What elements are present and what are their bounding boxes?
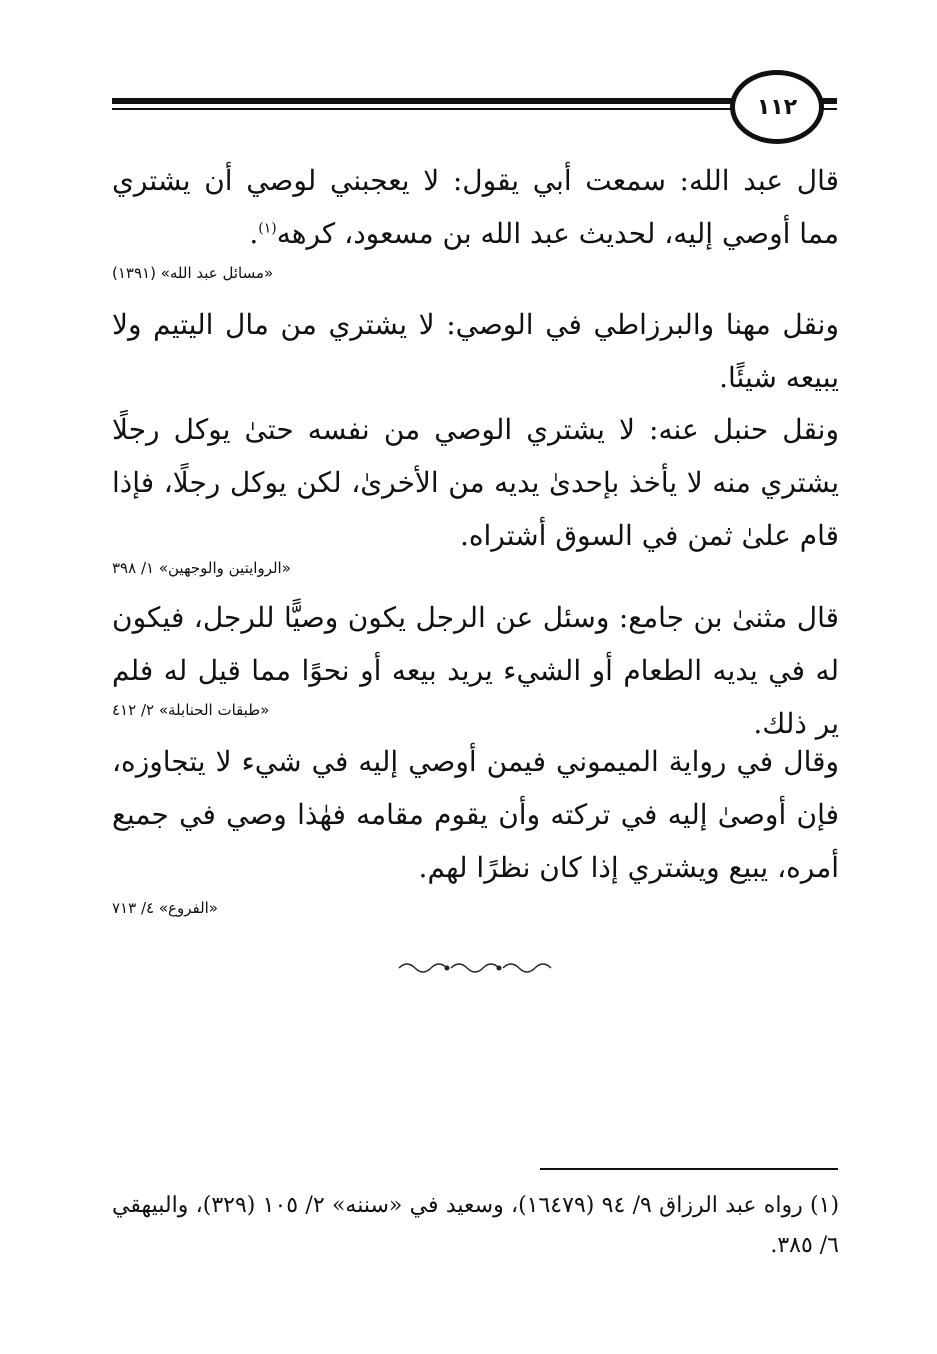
entry-2: [112, 298, 839, 404]
citation-4: «طبقات الحنابلة» ٢/ ٤١٢: [112, 701, 270, 719]
entry-1: [112, 154, 839, 260]
footnote: [112, 1186, 839, 1266]
footnote-reference: (١): [258, 220, 277, 237]
footnote-marker: (١): [810, 1193, 840, 1218]
header-rule-thin: [112, 108, 837, 110]
citation-5: «الفروع» ٤/ ٧١٣: [112, 899, 218, 917]
entry-4-text: قال مثنىٰ بن جامع: وسئل عن الرجل يكون وصيًّا للرجل، فيكون له في يديه الطعام أو الشيء يريد بيعه أو نحوًا مما قيل له فلم ير ذلك.: [112, 601, 839, 740]
ornament-divider: [395, 958, 555, 978]
header-rule-thick: [112, 98, 837, 104]
entry-3-text: ونقل حنبل عنه: لا يشتري الوصي من نفسه حتىٰ يوكل رجلًا يشتري منه لا يأخذ بإحدىٰ يديه من الأخرىٰ، لكن يوكل رجلًا، فإذا قام علىٰ ثمن في السوق أشتراه.: [112, 413, 839, 552]
entry-1-end: .: [249, 217, 259, 250]
entry-3: [112, 403, 839, 562]
entry-5-text: وقال في رواية الميموني فيمن أوصي إليه في شيء لا يتجاوزه، فإن أوصىٰ إليه في تركته وأن يقوم مقامه فهٰذا وصي في جميع أمره، يبيع ويشتري إذا كان نظرًا لهم.: [112, 745, 839, 884]
citation-3: «الروايتين والوجهين» ١/ ٣٩٨: [112, 559, 291, 577]
entry-1-text: قال عبد الله: سمعت أبي يقول: لا يعجبني لوصي أن يشتري مما أوصي إليه، لحديث عبد الله بن مسعود، كرهه: [112, 164, 839, 250]
citation-1: «مسائل عبد الله» (١٣٩١): [112, 264, 274, 282]
page-number-text: ١١٢: [756, 94, 798, 120]
footnote-separator: [540, 1168, 838, 1170]
page-number: [730, 70, 824, 144]
footnote-text: رواه عبد الرزاق ٩/ ٩٤ (١٦٤٧٩)، وسعيد في «سننه» ٢/ ١٠٥ (٣٢٩)، والبيهقي ٦/ ٣٨٥.: [112, 1193, 839, 1258]
entry-2-text: ونقل مهنا والبرزاطي في الوصي: لا يشتري من مال اليتيم ولا يبيعه شيئًا.: [112, 308, 839, 394]
entry-4: [112, 591, 839, 750]
entry-5: [112, 735, 839, 894]
